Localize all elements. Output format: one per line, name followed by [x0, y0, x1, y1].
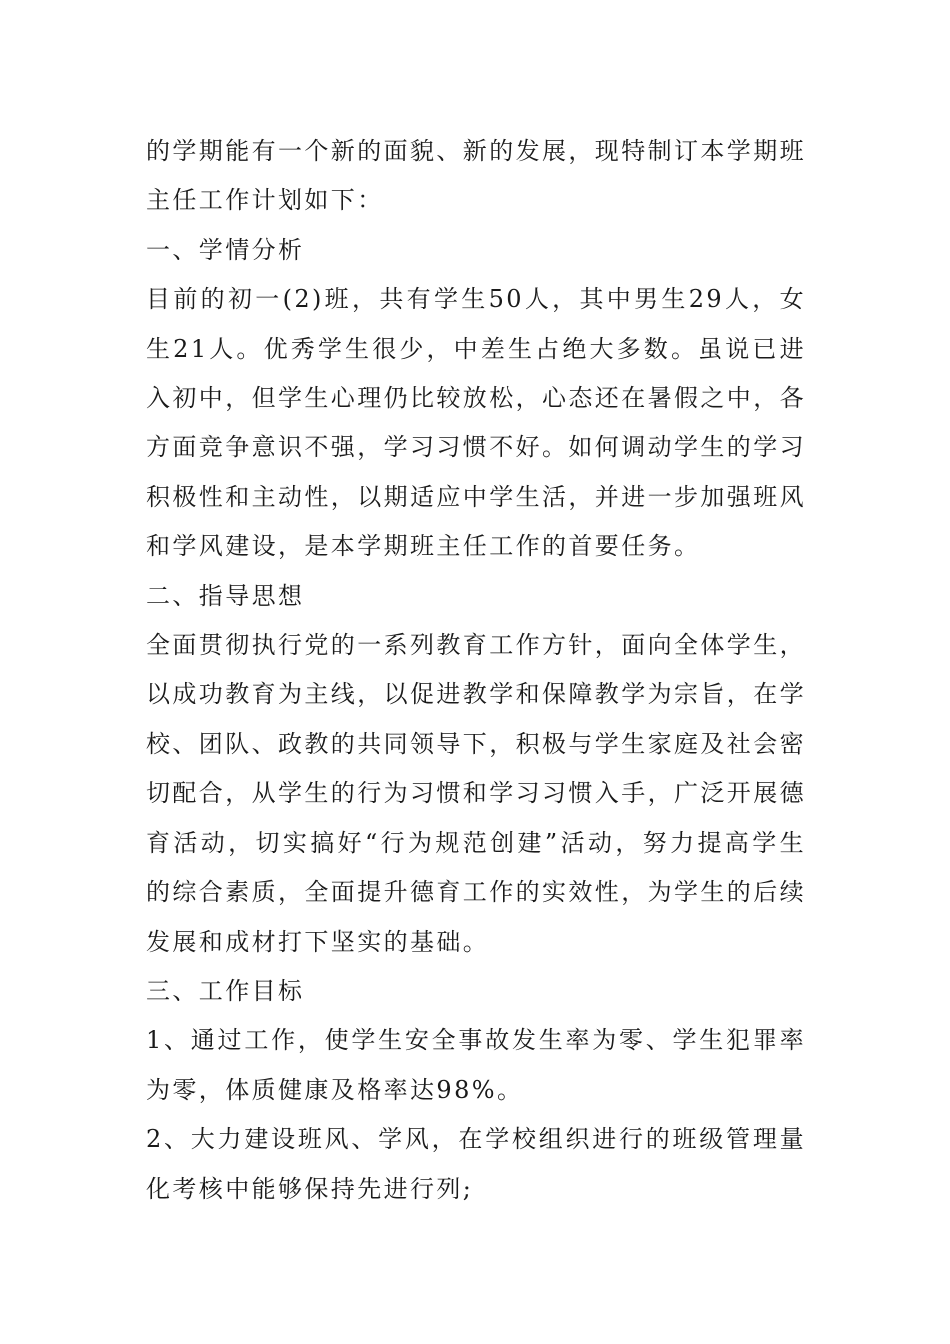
- goal-item-2: 2、大力建设班风、学风，在学校组织进行的班级管理量化考核中能够保持先进行列;: [146, 1125, 806, 1203]
- goal-item-1: 1、通过工作，使学生安全事故发生率为零、学生犯罪率为零，体质健康及格率达98%。: [146, 1026, 806, 1104]
- section-heading-guiding-ideology: 二、指导思想: [146, 581, 305, 610]
- section-heading-student-analysis: 一、学情分析: [146, 235, 305, 264]
- paragraph-guiding-ideology: 全面贯彻执行党的一系列教育工作方针，面向全体学生，以成功教育为主线，以促进教学和保障教学为宗旨，在学校、团队、政教的共同领导下，积极与学生家庭及社会密切配合，从学生的行为习惯和学习习惯入手，广泛开展德育活动，切实搞好“行为规范创建”活动，努力提高学生的综合素质，全面提升德育工作的实效性，为学生的后续发展和成材打下坚实的基础。: [146, 631, 806, 956]
- section-heading-work-goals: 三、工作目标: [146, 976, 305, 1005]
- paragraph-intro-continued: 的学期能有一个新的面貌、新的发展，现特制订本学期班主任工作计划如下：: [146, 137, 806, 215]
- document-body: [146, 127, 806, 1214]
- paragraph-student-analysis: 目前的初一(2)班，共有学生50人，其中男生29人，女生21人。优秀学生很少，中差生占绝大多数。虽说已进入初中，但学生心理仍比较放松，心态还在暑假之中，各方面竞争意识不强，学习习惯不好。如何调动学生的学习积极性和主动性，以期适应中学生活，并进一步加强班风和学风建设，是本学期班主任工作的首要任务。: [146, 285, 806, 561]
